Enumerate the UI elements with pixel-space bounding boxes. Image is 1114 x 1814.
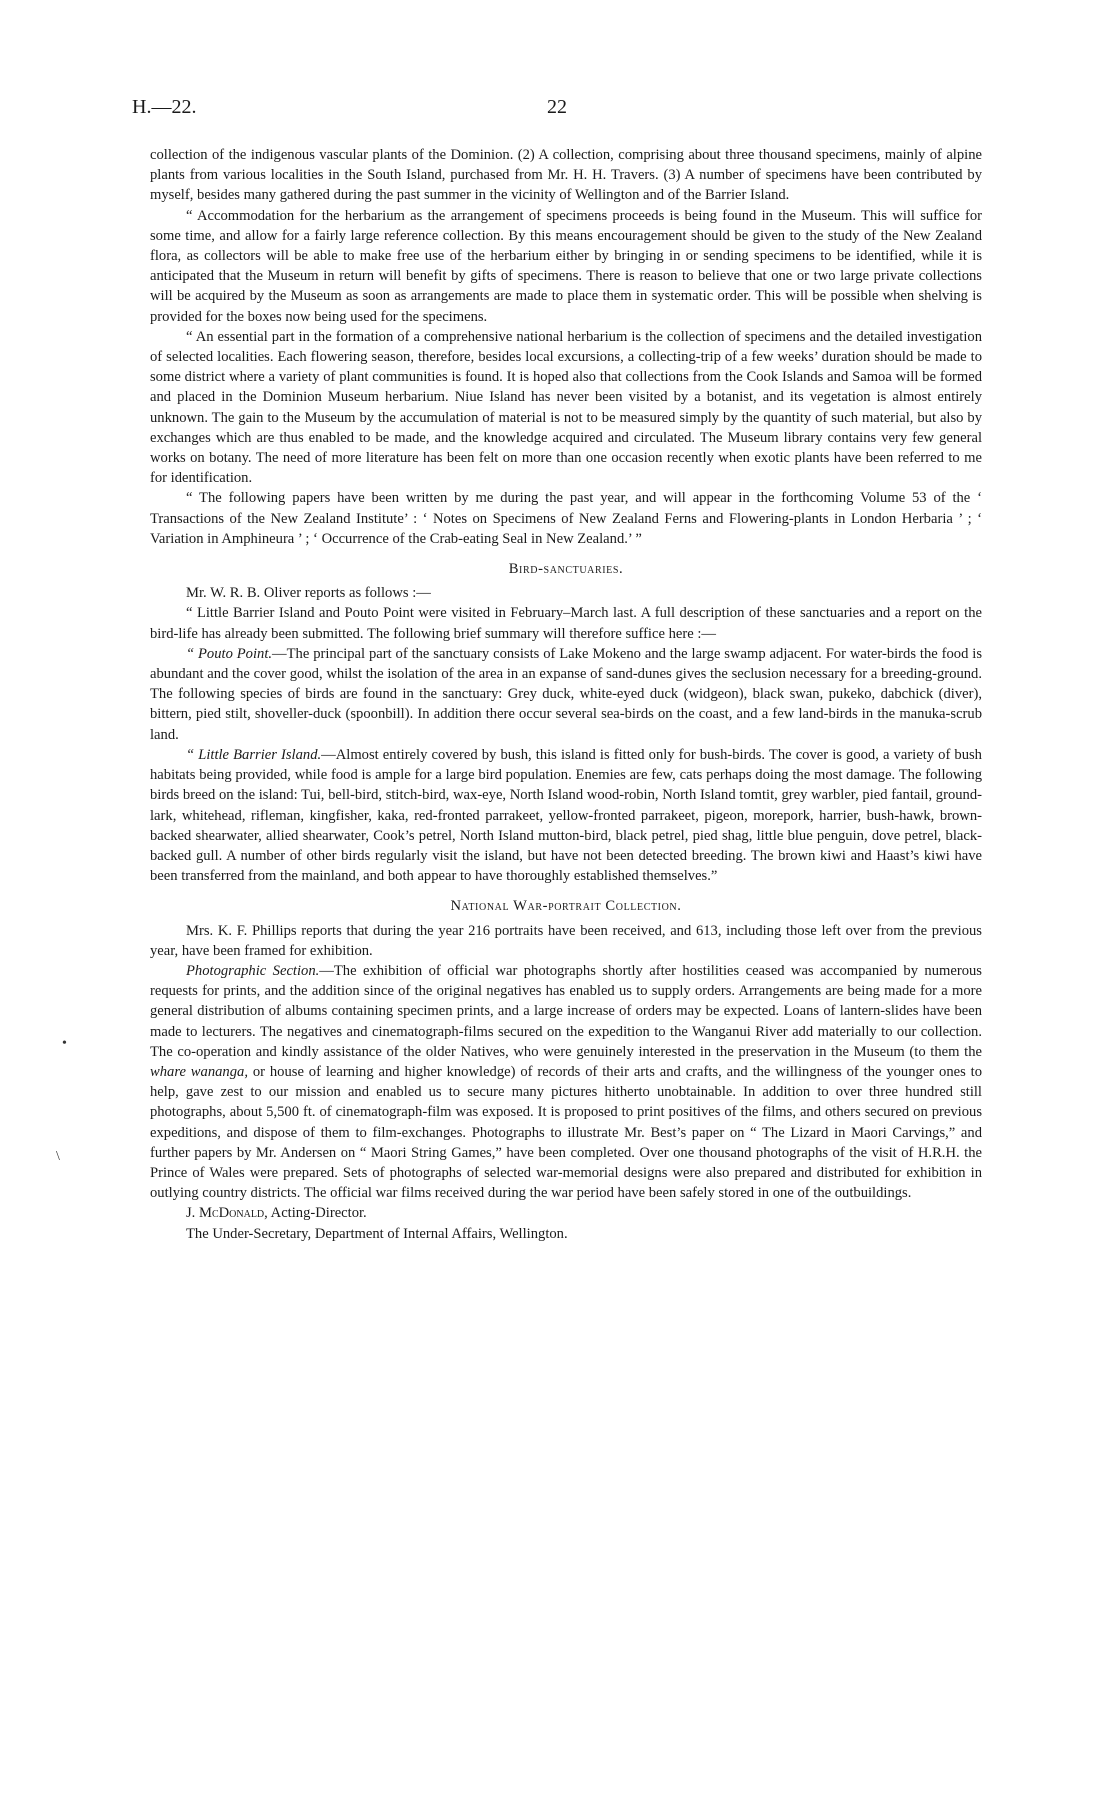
subsection-label: Photographic Section. xyxy=(186,962,320,979)
margin-tick: \ xyxy=(56,1149,60,1164)
paragraph-text: —The exhibition of official war photographs shortly after hostilities ceased was accompanied by numerous requests for prints, and the addition since of the original negatives has enabled us to supply orders. Arrangements are being made for a more general distribution of albums containing specimen prints, and a large increase of orders may be expected. Loans of lantern-slides have been made to lecturers. The negatives and cinematograph-films secured on the expedition to the Wanganui River add materially to our collection. The co-operation and kindly assistance of the older Natives, who were genuinely interested in the preservation in the Museum (to them the xyxy=(150,962,982,1060)
subsection-label: “ Little Barrier Island. xyxy=(186,746,322,763)
paragraph: “ Accommodation for the herbarium as the arrangement of specimens proceeds is being found in the Museum. This will suffice for some time, and allow for a fairly large reference collection. By this means encouragement should be given to the study of the New Zealand flora, as collectors will be able to make free use of the herbarium either by bringing in or sending specimens to be identified, while it is anticipated that the Museum in return will benefit by gifts of specimens. There is reason to believe that one or two large private collections will be acquired by the Museum as soon as arrangements are made to place them in systematic order. This will be possible when shelving is provided for the boxes now being used for the specimens. xyxy=(150,207,982,325)
paragraph xyxy=(150,644,982,745)
paragraph-text: —Almost entirely covered by bush, this island is fitted only for bush-birds. The cover is good, a variety of bush habitats being provided, while food is ample for a large bird population. Enemies are few, cats perhaps doing the most damage. The following birds breed on the island: Tui, bell-bird, stitch-bird, wax-eye, North Island wood-robin, North Island tomtit, grey warbler, pied fantail, ground-lark, whitehead, rifleman, kingfisher, kaka, red-fronted parrakeet, yellow-fronted parrakeet, pigeon, morepork, harrier, bush-hawk, brown-backed shearwater, allied shearwater, Cook’s petrel, North Island mutton-bird, black petrel, pied shag, little blue penguin, dove petrel, black-backed gull. A number of other birds regularly visit the island, but have not been detected breeding. The brown kiwi and Haast’s kiwi have been transferred from the mainland, and both appear to have thoroughly established themselves.” xyxy=(150,746,982,885)
page-header xyxy=(0,96,1114,126)
paragraph: “ An essential part in the formation of a comprehensive national herbarium is the collection of specimens and the detailed investigation of selected localities. Each flowering season, therefore, besides local excursions, a collecting-trip of a few weeks’ duration should be made to some district where a variety of plant communities is found. It is hoped also that collections from the Cook Islands and Samoa will be formed and placed in the Dominion Museum herbarium. Niue Island has never been visited by a botanist, and its vegetation is almost entirely unknown. The gain to the Museum by the accumulation of material is not to be measured simply by the quantity of such material, but also by exchanges which are thus enabled to be made, and the knowledge acquired and circulated. The Museum library contains very few general works on botany. The need of more literature has been felt on more than one occasion recently when exotic plants have been referred to me for identification. xyxy=(150,328,982,487)
maori-term: whare wananga, xyxy=(150,1063,248,1080)
document-code: H.—22. xyxy=(132,96,197,118)
paragraph: “ The following papers have been written by me during the past year, and will appear in the forthcoming Volume 53 of the ‘ Transactions of the New Zealand Institute’ : ‘ Notes on Specimens of New Zealand Ferns and Flowering-plants in London Herbaria ’ ; ‘ Variation in Amphineura ’ ; ‘ Occurrence of the Crab-eating Seal in New Zealand.’ ” xyxy=(150,490,982,547)
section-heading-war-portrait: National War-portrait Collection. xyxy=(450,898,682,915)
document-body xyxy=(150,145,982,1244)
paragraph-text: or house of learning and higher knowledge) of records of their arts and crafts, and the willingness of the younger ones to help, gave zest to our mission and enabled us to secure many pictures hitherto unobtainable. In addition to over three hundred still photographs, about 5,500 ft. of cinematograph-film was exposed. It is proposed to print positives of the films, and others secured on previous expeditions, and dispose of them to film-exchanges. Photographs to illustrate Mr. Best’s paper on “ The Lizard in Maori Carvings,” and further papers by Mr. Andersen on “ Maori String Games,” have been completed. Over one thousand photographs of the visit of H.R.H. the Prince of Wales were prepared. Sets of photographs of selected war-memorial designs were also prepared and distributed for exhibition in outlying country districts. The official war films received during the war period have been safely stored in one of the outbuildings. xyxy=(150,1063,982,1202)
paragraph: Mrs. K. F. Phillips reports that during the year 216 portraits have been received, and 613, including those left over from the previous year, have been framed for exhibition. xyxy=(150,922,982,959)
paragraph-text: —The principal part of the sanctuary consists of Lake Mokeno and the large swamp adjacent. For water-birds the food is abundant and the cover good, whilst the isolation of the area in an expanse of sand-dunes gives the seclusion necessary for a breeding-ground. The following species of birds are found in the sanctuary: Grey duck, white-eyed duck (widgeon), black swan, pukeko, dabchick (diver), bittern, pied stilt, shoveller-duck (spoonbill). In addition there occur several sea-birds on the coast, and a few land-birds in the manuka-scrub land. xyxy=(150,645,982,743)
paragraph: “ Little Barrier Island and Pouto Point were visited in February–March last. A full description of these sanctuaries and a report on the bird-life has already been submitted. The following brief summary will therefore suffice here :— xyxy=(150,605,982,642)
paragraph: collection of the indigenous vascular plants of the Dominion. (2) A collection, comprising about three thousand specimens, mainly of alpine plants from various localities in the South Island, purchased from Mr. H. H. Travers. (3) A number of specimens have been contributed by myself, besides many gathered during the past summer in the vicinity of Wellington and of the Barrier Island. xyxy=(150,147,982,204)
signature xyxy=(150,1203,982,1223)
margin-dot: • xyxy=(62,1036,67,1051)
signature-name: J. McDonald, xyxy=(186,1205,268,1222)
page-number: 22 xyxy=(547,96,567,118)
addressee: The Under-Secretary, Department of Internal Affairs, Wellington. xyxy=(186,1225,568,1242)
paragraph: Mr. W. R. B. Oliver reports as follows :— xyxy=(186,585,431,602)
section-heading-bird-sanctuaries: Bird-sanctuaries. xyxy=(508,561,624,578)
signature-title: Acting-Director. xyxy=(267,1205,367,1222)
paragraph xyxy=(150,961,982,1203)
paragraph xyxy=(150,745,982,886)
subsection-label: “ Pouto Point. xyxy=(186,645,273,662)
